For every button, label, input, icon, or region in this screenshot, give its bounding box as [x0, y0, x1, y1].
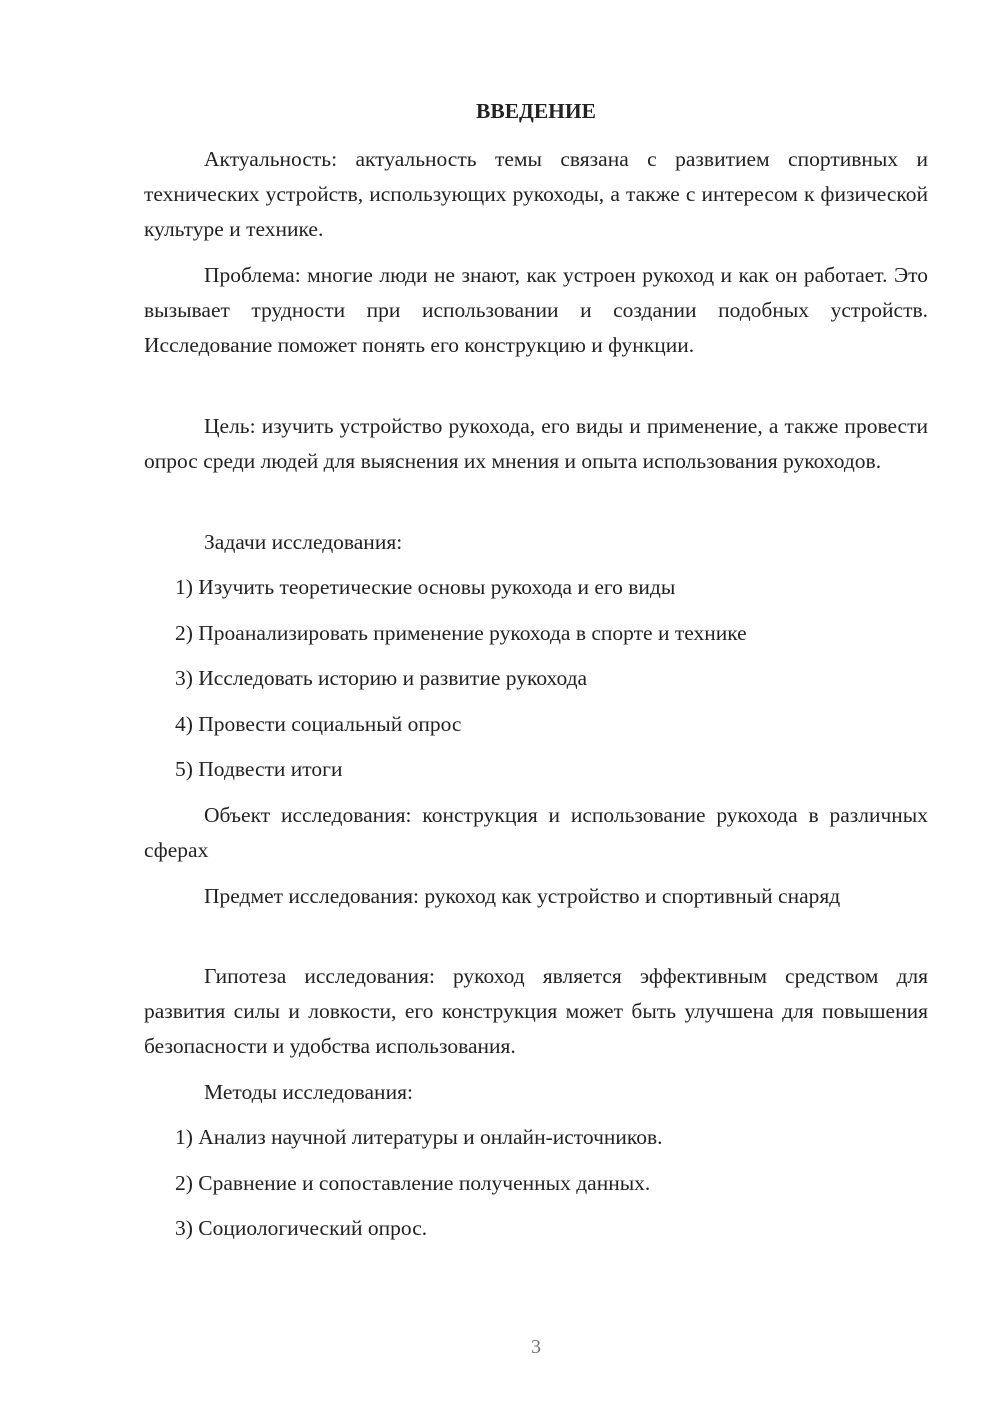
page-number: 3: [531, 1336, 541, 1358]
paragraph-goal: Цель: изучить устройство рукохода, его виды и применение, а также провести опрос среди людей для выяснения их мнения и опыта использования рукоходов.: [144, 414, 928, 473]
method-item: 2) Сравнение и сопоставление полученных данных.: [175, 1171, 651, 1195]
task-item: 5) Подвести итоги: [175, 757, 343, 781]
tasks-heading: Задачи исследования:: [204, 530, 403, 554]
page-title: ВВЕДЕНИЕ: [476, 99, 596, 123]
task-item: 2) Проанализировать применение рукохода в спорте и технике: [175, 621, 747, 645]
paragraph-problem: Проблема: многие люди не знают, как устроен рукоход и как он работает. Это вызывает трудности при использовании и создании подобных устройств. Исследование поможет понять его конструкцию и функции.: [144, 263, 928, 357]
document-page: [144, 0, 928, 1414]
task-item: 1) Изучить теоретические основы рукохода и его виды: [175, 575, 676, 599]
paragraph-relevance: Актуальность: актуальность темы связана с развитием спортивных и технических устройств, использующих рукоходы, а также с интересом к физической культуре и технике.: [144, 147, 928, 241]
methods-heading: Методы исследования:: [204, 1080, 413, 1104]
paragraph-subject: Предмет исследования: рукоход как устройство и спортивный снаряд: [204, 884, 841, 908]
paragraph-object: Объект исследования: конструкция и использование рукохода в различных сферах: [144, 803, 928, 862]
task-item: 4) Провести социальный опрос: [175, 712, 462, 736]
paragraph-hypothesis: Гипотеза исследования: рукоход является эффективным средством для развития силы и ловкости, его конструкция может быть улучшена для повышения безопасности и удобства использования.: [144, 964, 928, 1058]
method-item: 3) Социологический опрос.: [175, 1216, 428, 1240]
task-item: 3) Исследовать историю и развитие рукохода: [175, 666, 588, 690]
method-item: 1) Анализ научной литературы и онлайн-источников.: [175, 1125, 663, 1149]
